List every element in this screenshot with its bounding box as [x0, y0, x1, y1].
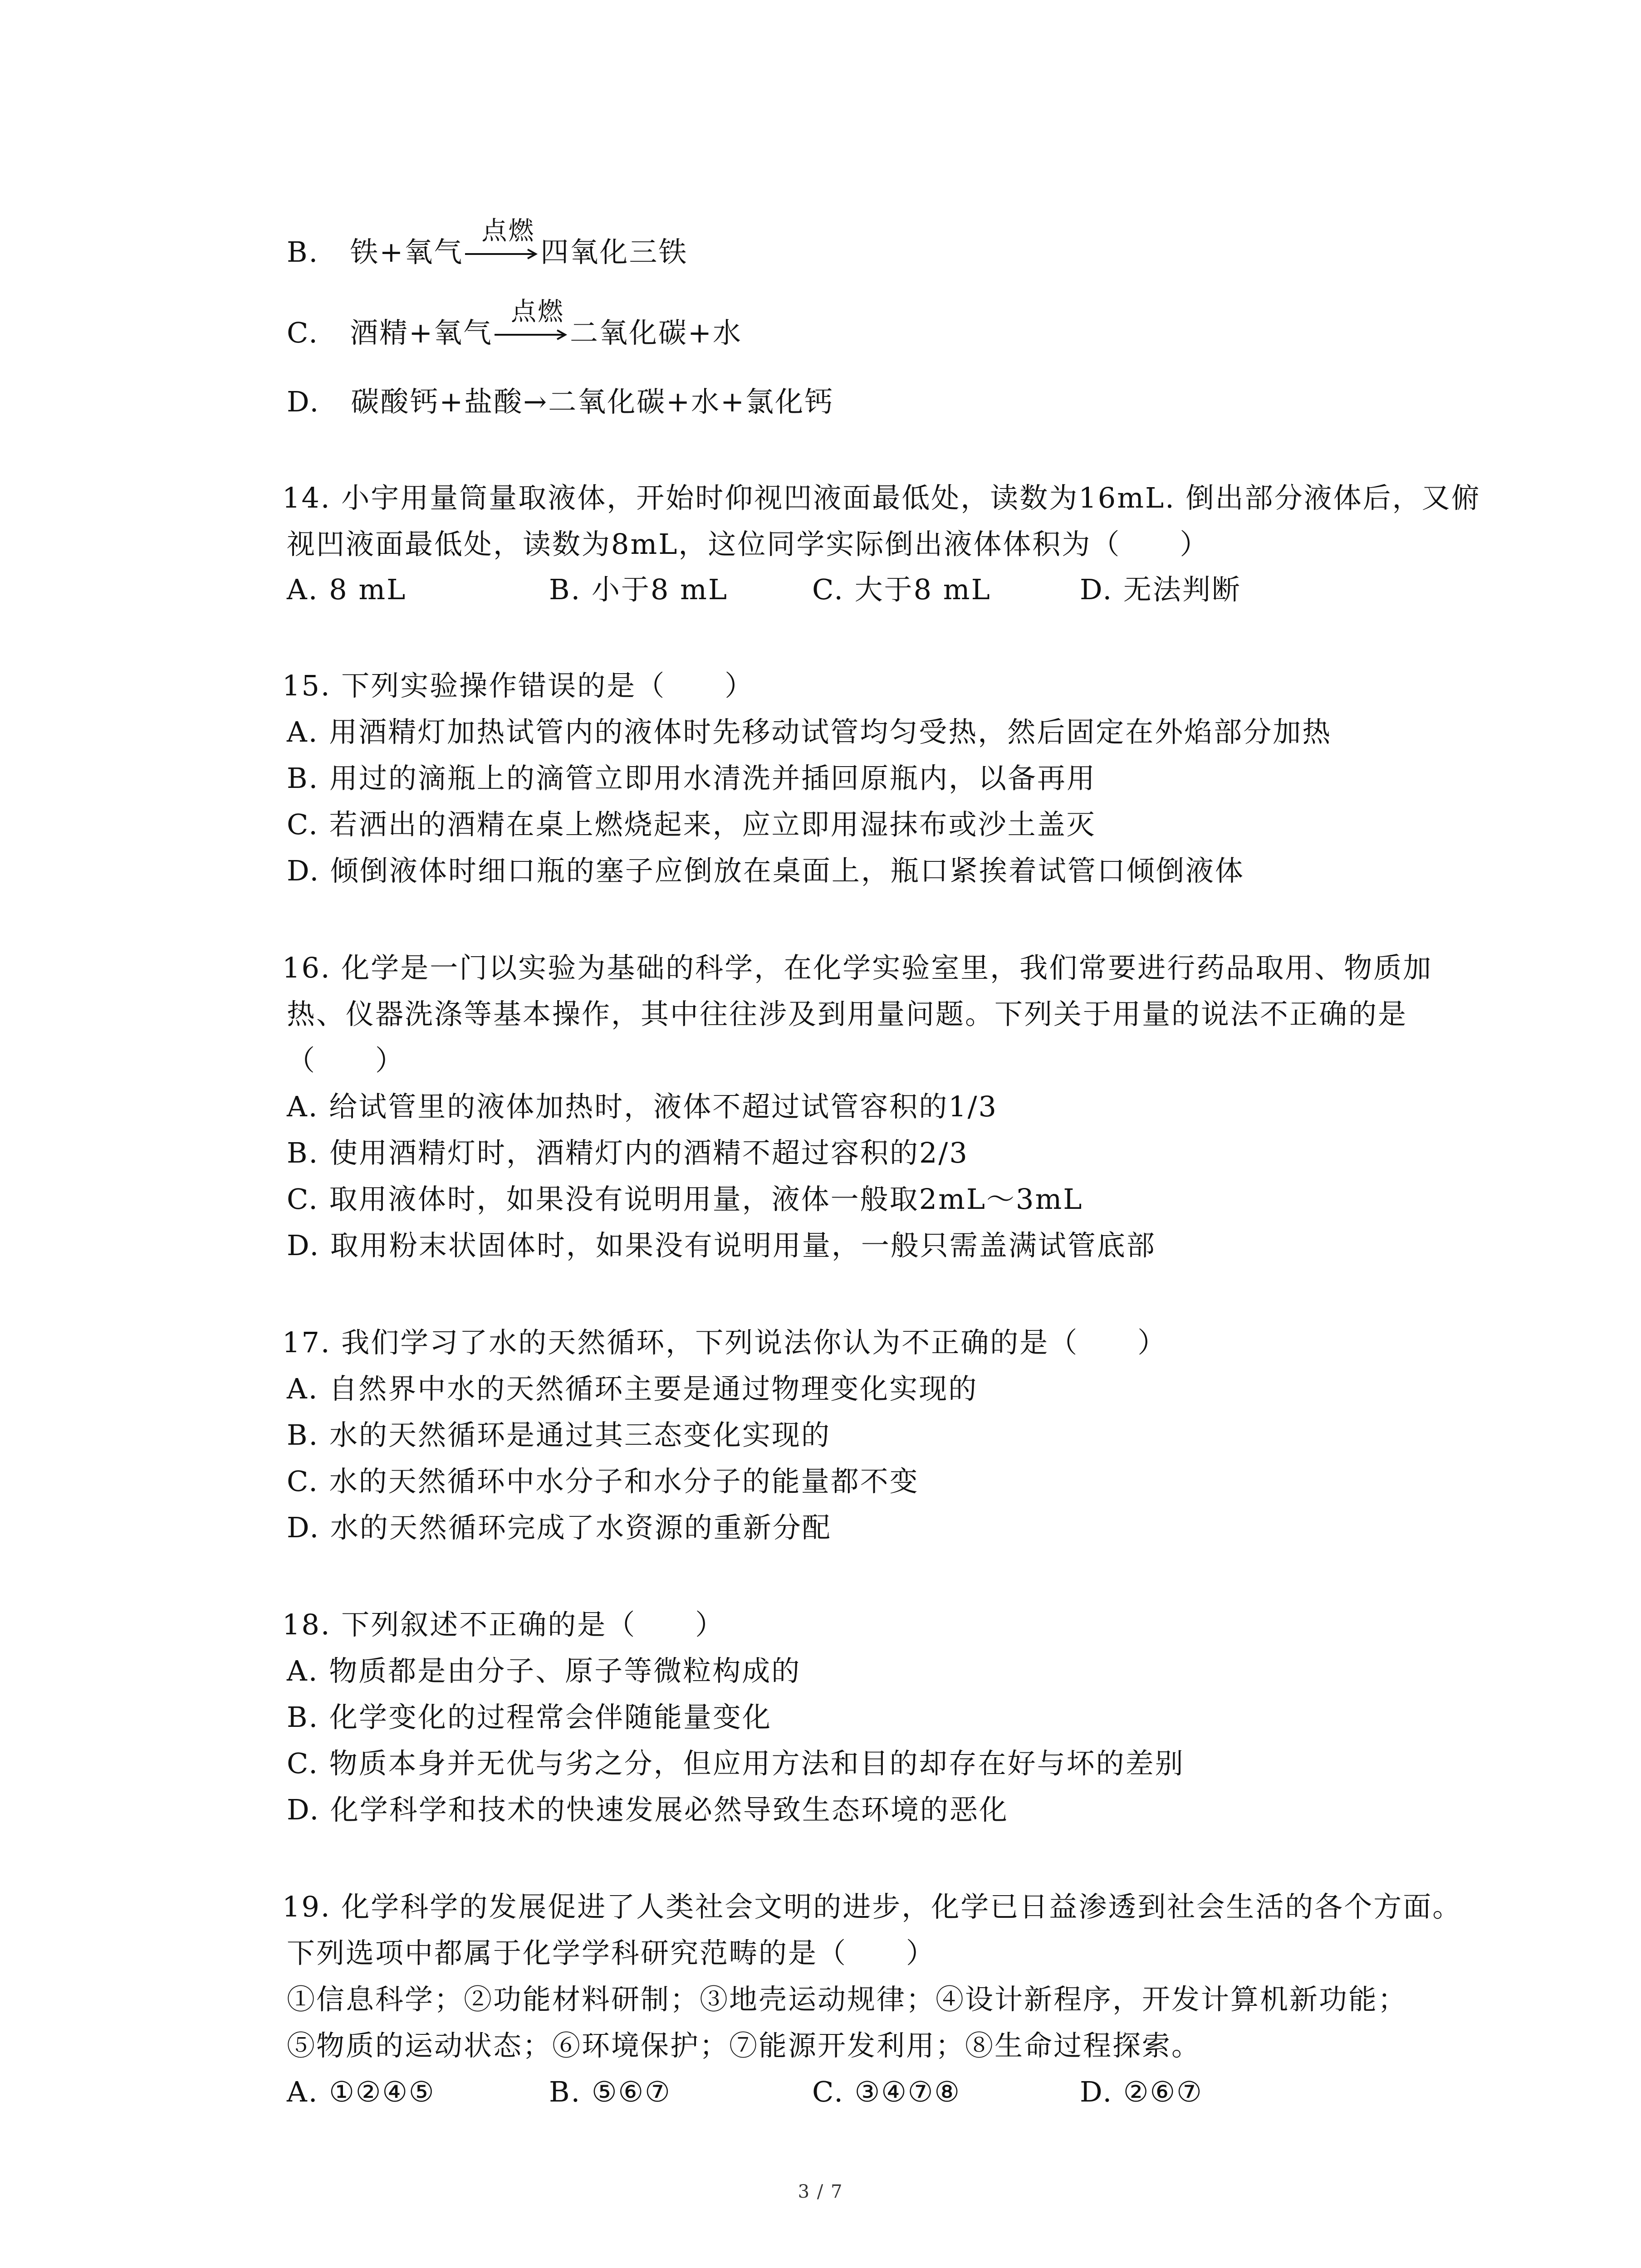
q14-option-c: C. 大于8 mL: [812, 573, 991, 606]
q17-stem: 17. 我们学习了水的天然循环，下列说法你认为不正确的是（ ）: [282, 1326, 1167, 1359]
q19-option-b: B. ⑤⑥⑦: [549, 2075, 671, 2108]
q14-stem-line-1: 14. 小宇用量筒量取液体，开始时仰视凹液面最低处，读数为16mL. 倒出部分液体后，又俯: [282, 481, 1481, 514]
q19-stem-line-2: 下列选项中都属于化学学科研究范畴的是（ ）: [287, 1936, 936, 1970]
q13-option-c: [287, 297, 742, 349]
q16-stem-line-3: （ ）: [287, 1044, 405, 1077]
q15-stem: 15. 下列实验操作错误的是（ ）: [282, 669, 754, 702]
q19-stem-line-1: 19. 化学科学的发展促进了人类社会文明的进步，化学已日益渗透到社会生活的各个方面。: [282, 1890, 1462, 1923]
option-label: C.: [287, 316, 319, 349]
q19-stem-line-3: ①信息科学；②功能材料研制；③地壳运动规律；④设计新程序，开发计算机新功能；: [287, 1983, 1408, 2016]
q14-option-a: A. 8 mL: [287, 573, 407, 606]
reaction-condition: 点燃: [481, 216, 535, 246]
q14-option-b: B. 小于8 mL: [549, 573, 729, 606]
q19-option-a: A. ①②④⑤: [287, 2075, 436, 2108]
reaction-condition: 点燃: [511, 297, 565, 327]
q19-stem-line-4: ⑤物质的运动状态；⑥环境保护；⑦能源开发利用；⑧生命过程探索。: [287, 2029, 1201, 2062]
reaction-arrow: [493, 297, 570, 349]
q18-option-d: D. 化学科学和技术的快速发展必然导致生态环境的恶化: [287, 1793, 1009, 1826]
q14-stem-line-2: 视凹液面最低处，读数为8mL，这位同学实际倒出液体体积为（ ）: [287, 528, 1210, 561]
q18-option-a: A. 物质都是由分子、原子等微粒构成的: [287, 1654, 801, 1687]
q16-stem-line-2: 热、仪器洗涤等基本操作，其中往往涉及到用量问题。下列关于用量的说法不正确的是: [287, 997, 1408, 1031]
q13-option-b: [287, 216, 688, 269]
q17-option-c: C. 水的天然循环中水分子和水分子的能量都不变: [287, 1465, 919, 1498]
q15-option-b: B. 用过的滴瓶上的滴管立即用水清洗并插回原瓶内，以备再用: [287, 762, 1096, 795]
reaction-arrow: [463, 216, 540, 269]
q14-option-d: D. 无法判断: [1080, 573, 1241, 606]
q16-option-a: A. 给试管里的液体加热时，液体不超过试管容积的1/3: [287, 1090, 998, 1123]
q16-option-b: B. 使用酒精灯时，酒精灯内的酒精不超过容积的2/3: [287, 1136, 969, 1169]
q15-option-a: A. 用酒精灯加热试管内的液体时先移动试管均匀受热，然后固定在外焰部分加热: [287, 715, 1332, 748]
q15-option-c: C. 若洒出的酒精在桌上燃烧起来，应立即用湿抹布或沙土盖灭: [287, 808, 1096, 841]
q18-stem: 18. 下列叙述不正确的是（ ）: [282, 1608, 725, 1641]
products: 二氧化碳+水: [570, 316, 742, 349]
q19-option-d: D. ②⑥⑦: [1080, 2075, 1203, 2108]
arrow-icon: [463, 236, 540, 269]
q13-option-d: D. 碳酸钙+盐酸→二氧化碳+水+氯化钙: [287, 385, 834, 418]
q15-option-d: D. 倾倒液体时细口瓶的塞子应倒放在桌面上，瓶口紧挨着试管口倾倒液体: [287, 854, 1244, 887]
reactants: 酒精+氧气: [350, 316, 493, 349]
products: 四氧化三铁: [540, 235, 688, 269]
q17-option-d: D. 水的天然循环完成了水资源的重新分配: [287, 1511, 832, 1544]
q17-option-b: B. 水的天然循环是通过其三态变化实现的: [287, 1418, 831, 1452]
q16-stem-line-1: 16. 化学是一门以实验为基础的科学，在化学实验室里，我们常要进行药品取用、物质加: [282, 951, 1433, 984]
q19-option-c: C. ③④⑦⑧: [812, 2075, 961, 2108]
reactants: 铁+氧气: [350, 235, 464, 269]
page-number: 3 / 7: [798, 2181, 843, 2202]
q17-option-a: A. 自然界中水的天然循环主要是通过物理变化实现的: [287, 1372, 978, 1405]
q18-option-b: B. 化学变化的过程常会伴随能量变化: [287, 1701, 772, 1734]
option-label: B.: [287, 235, 319, 269]
arrow-icon: [493, 317, 570, 349]
q16-option-d: D. 取用粉末状固体时，如果没有说明用量，一般只需盖满试管底部: [287, 1229, 1156, 1262]
q18-option-c: C. 物质本身并无优与劣之分，但应用方法和目的却存在好与坏的差别: [287, 1747, 1185, 1780]
q16-option-c: C. 取用液体时，如果没有说明用量，液体一般取2mL～3mL: [287, 1183, 1083, 1216]
